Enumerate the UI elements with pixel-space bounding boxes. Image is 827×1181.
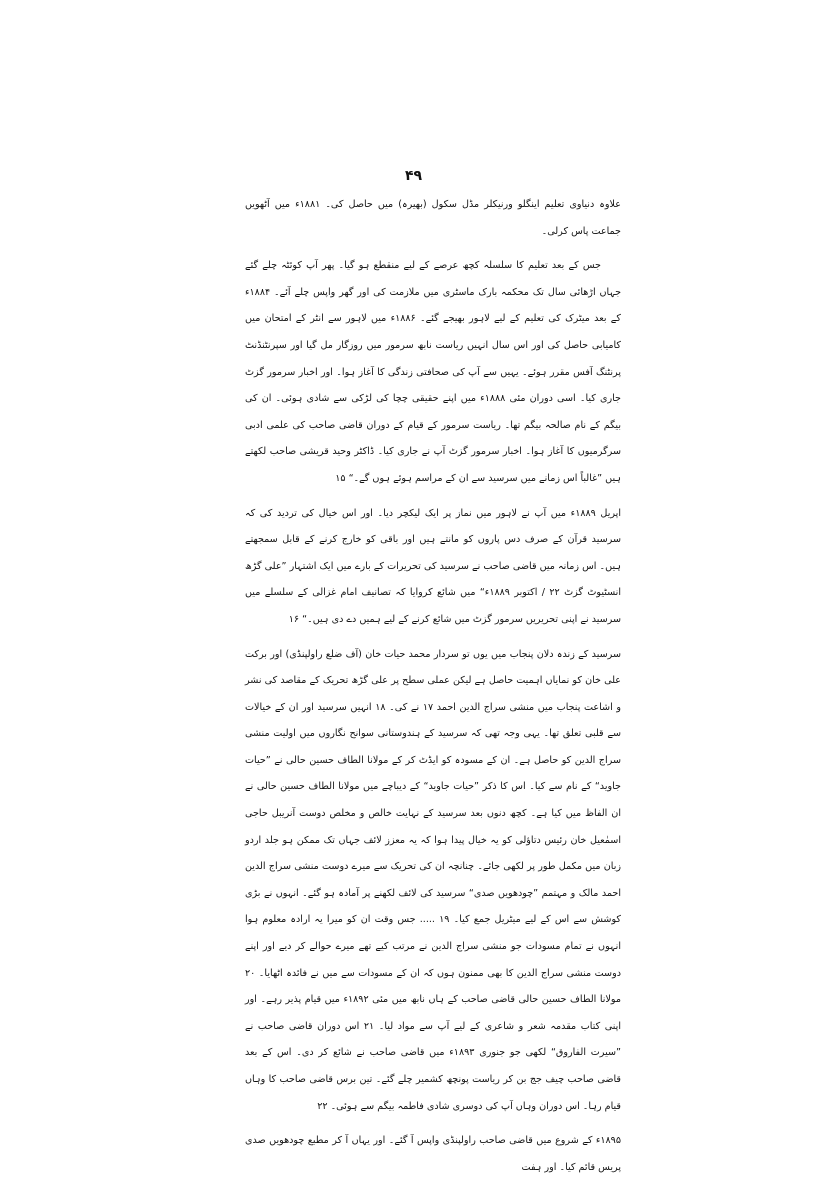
- paragraph-5: ۱۸۹۵ء کے شروع میں قاضی صاحب راولپنڈی واپس آ گئے۔ اور یہاں آ کر مطبع چودھویں صدی پریس قائم کیا۔ اور ہفت: [245, 1135, 621, 1173]
- page-number: ۴۹: [404, 168, 423, 184]
- paragraph-3: اپریل ۱۸۸۹ء میں آپ نے لاہور میں نماز پر ایک لیکچر دیا۔ اور اس خیال کی تردید کی کہ سرسید قرآن کے صرف دس پاروں کو مانتے ہیں اور باقی کو خارج کرنے کے قابل سمجھتے ہیں۔ اس زمانہ میں قاضی صاحب نے سرسید کی تحریرات کے بارے میں ایک اشتہار ”علی گڑھ انسٹیوٹ گزٹ ۲۲ / اکتوبر ۱۸۸۹ء“ میں شائع کروایا کہ تصانیف امام غزالی کے سلسلے میں سرسید نے اپنی تحریریں سرمور گزٹ میں شائع کرنے کے لیے ہمیں دے دی ہیں۔“ ۱۶: [245, 507, 622, 625]
- page-body: [245, 192, 621, 1181]
- paragraph-2: جس کے بعد تعلیم کا سلسلہ کچھ عرصے کے لیے منقطع ہو گیا۔ پھر آپ کوئٹہ چلے گئے جہاں اڑھائی سال تک محکمہ بارک ماسٹری میں ملازمت کی اور گھر واپس چلے آئے۔ ۱۸۸۴ء کے بعد میٹرک کی تعلیم کے لیے لاہور بھیجے گئے۔ ۱۸۸۶ء میں لاہور سے انٹر کے امتحان میں کامیابی حاصل کی اور اس سال انہیں ریاست نابھ سرمور میں روزگار مل گیا اور سپرنٹنڈنٹ پرنٹنگ آفس مقرر ہوئے۔ یہیں سے آپ کی صحافتی زندگی کا آغاز ہوا۔ اور اخبار سرمور گزٹ جاری کیا۔ اسی دوران مئی ۱۸۸۸ء میں اپنے حقیقی چچا کی لڑکی سے شادی ہوئی۔ ان کی بیگم کے نام صالحہ بیگم تھا۔ ریاست سرمور کے قیام کے دوران قاضی صاحب کی علمی ادبی سرگرمیوں کا آغاز ہوا۔ اخبار سرمور گزٹ آپ نے جاری کیا۔ ڈاکٹر وحید قریشی صاحب لکھتے ہیں ”غالباً اس زمانے میں سرسید سے ان کے مراسم ہوئے ہوں گے۔“ ۱۵: [245, 260, 621, 484]
- paragraph-4: سرسید کے زندہ دلان پنجاب میں یوں تو سردار محمد حیات خان (آف ضلع راولپنڈی) اور برکت علی خان کو نمایاں اہمیت حاصل ہے لیکن عملی سطح پر علی گڑھ تحریک کے مقاصد کی نشر و اشاعت پنجاب میں منشی سراج الدین احمد ۱۷ نے کی۔ ۱۸ انہیں سرسید اور ان کے خیالات سے قلبی تعلق تھا۔ یہی وجہ تھی کہ سرسید کے ہندوستانی سوانح نگاروں میں اولیت منشی سراج الدین کو حاصل ہے۔ ان کے مسودہ کو ایڈٹ کر کے مولانا الطاف حسین حالی نے ”حیات جاوید“ کے نام سے کیا۔ اس کا ذکر ”حیات جاوید“ کے دیباچے میں مولانا الطاف حسین حالی نے ان الفاظ میں کیا ہے۔ کچھ دنوں بعد سرسید کے نہایت خالص و مخلص دوست آنریبل حاجی اسمٰعیل خان رئیس دتاؤلی کو یہ خیال پیدا ہوا کہ یہ معزز لائف جہاں تک ممکن ہو جلد اردو زبان میں مکمل طور پر لکھی جائے۔ چنانچہ ان کی تحریک سے میرے دوست منشی سراج الدین احمد مالک و مہتمم ”چودھویں صدی“ سرسید کی لائف لکھنے پر آمادہ ہو گئے۔ انہوں نے بڑی کوشش سے اس کے لیے میٹریل جمع کیا۔ ۱۹ ..... جس وقت ان کو میرا یہ ارادہ معلوم ہوا انہوں نے تمام مسودات جو منشی سراج الدین نے مرتب کیے تھے میرے حوالے کر دیے اور اپنے دوست منشی سراج الدین کا بھی ممنون ہوں کہ ان کے مسودات سے میں نے فائدہ اٹھایا۔ ۲۰ مولانا الطاف حسین حالی قاضی صاحب کے ہاں نابھ میں مئی ۱۸۹۲ء میں قیام پذیر رہے۔ اور اپنی کتاب مقدمہ شعر و شاعری کے لیے آپ سے مواد لیا۔ ۲۱ اس دوران قاضی صاحب نے ”سیرت الفاروق“ لکھی جو جنوری ۱۸۹۳ء میں قاضی صاحب نے شائع کر دی۔ اس کے بعد قاضی صاحب چیف جج بن کر ریاست پونچھ کشمیر چلے گئے۔ تین برس قاضی صاحب کا وہاں قیام رہا۔ اس دوران وہاں آپ کی دوسری شادی فاطمہ بیگم سے ہوئی۔ ۲۲: [245, 648, 621, 1112]
- paragraph-1: علاوہ دنیاوی تعلیم اینگلو ورنیکلر مڈل سکول (بھیرہ) میں حاصل کی۔ ۱۸۸۱ء میں آٹھویں جماعت پاس کرلی۔: [245, 199, 622, 237]
